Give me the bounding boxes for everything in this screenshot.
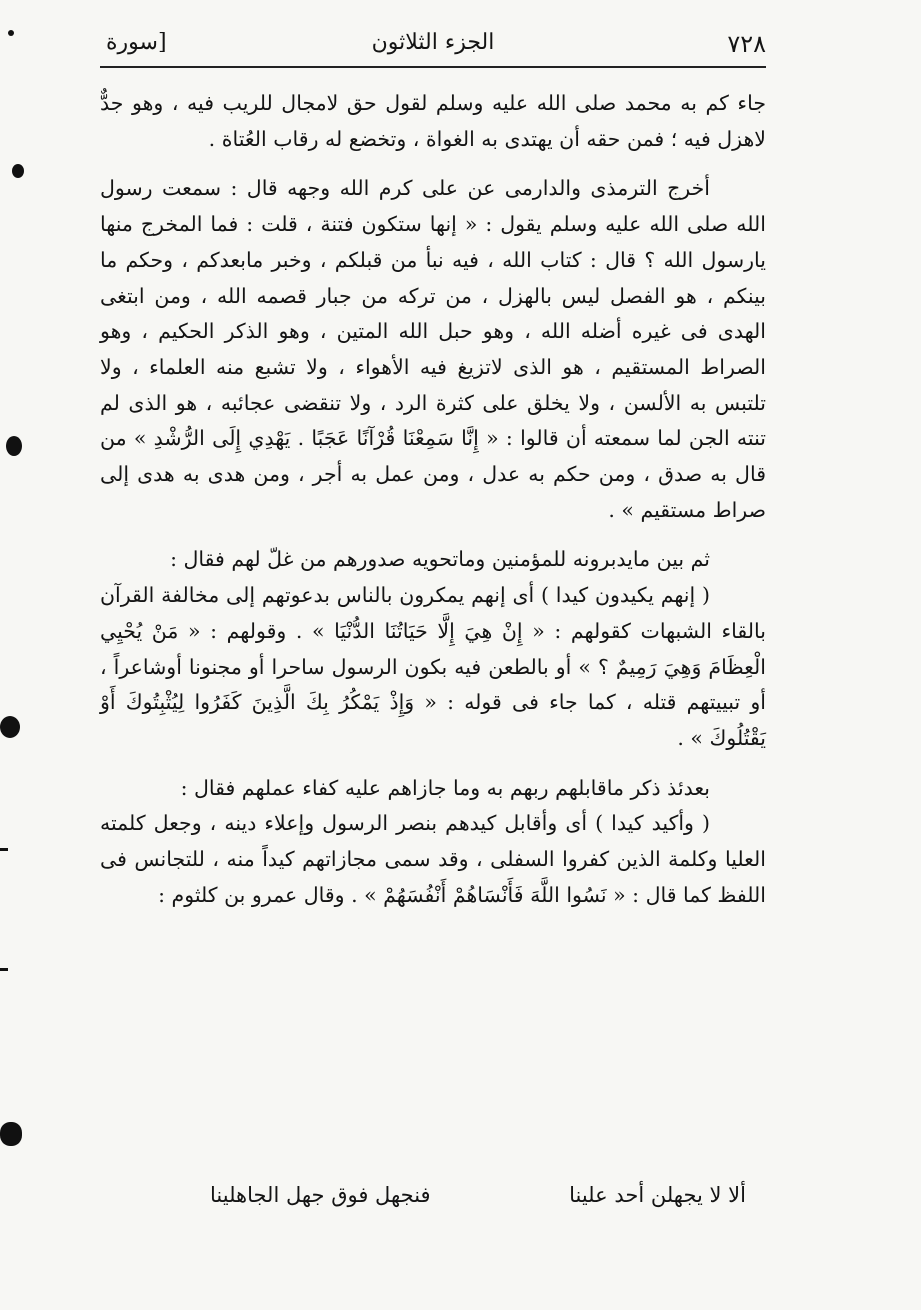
paragraph: جاء كم به محمد صلى الله عليه وسلم لقول حق لامجال للريب فيه ، وهو جدٌّ لاهزل فيه ؛ فمن حقه أن يهتدى به الغواة ، وتخضع له رقاب العُتاة . <box>100 91 766 151</box>
page-header <box>100 22 766 66</box>
header-rule <box>100 66 766 68</box>
scan-speck <box>12 164 24 178</box>
paragraph: ( إنهم يكيدون كيدا ) أى إنهم يمكرون بالناس بدعوتهم إلى مخالفة القرآن بالقاء الشبهات كقولهم : « إِنْ هِيَ إِلَّا حَيَاتُنَا الدُّنْيَا » . وقولهم : « مَنْ يُحْيِي الْعِظَامَ وَهِيَ رَمِيمٌ ؟ » أو بالطعن فيه بكون الرسول ساحرا أو مجنونا أوشاعراً ، أو تبييتهم قتله ، كما جاء فى قوله : « وَإِذْ يَمْكُرُ بِكَ الَّذِينَ كَفَرُوا لِيُثْبِتُوكَ أَوْ يَقْتُلُوكَ » . <box>100 583 766 750</box>
scan-speck <box>0 716 20 738</box>
paragraph: بعدئذ ذكر ماقابلهم ربهم به وما جازاهم عليه كفاء عملهم فقال : <box>180 775 710 800</box>
paragraph: أخرج الترمذى والدارمى عن على كرم الله وجهه قال : سمعت رسول الله صلى الله عليه وسلم يقول : « إنها ستكون فتنة ، قلت : فما المخرج منها يارسول الله ؟ قال : كتاب الله ، فيه نبأ من قبلكم ، وخبر مابعدكم ، وحكم ما بينكم ، هو الفصل ليس بالهزل ، من تركه من جبار قصمه الله ، ومن ابتغى الهدى فى غيره أضله الله ، وهو حبل الله المتين ، وهو الذكر الحكيم ، وهو الصراط المستقيم ، هو الذى لاتزيغ فيه الأهواء ، ولا تشبع منه العلماء ، ولا تلتبس به الألسن ، ولا يخلق على كثرة الرد ، ولا تنقضى عجائبه ، هو الذى لم تنته الجن لما سمعته أن قالوا : « إِنَّا سَمِعْنَا قُرْآنًا عَجَبًا . يَهْدِي إِلَى الرُّشْدِ » من قال به صدق ، ومن حكم به عدل ، ومن عمل به أجر ، ومن هدى به هدى إلى صراط مستقيم » . <box>100 176 766 522</box>
paragraph: ثم بين مايدبرونه للمؤمنين وماتحويه صدورهم من غلّ لهم فقال : <box>170 547 710 572</box>
body-text <box>100 86 766 913</box>
part-title: الجزء الثلاثون <box>371 30 495 55</box>
surah-label: [سورة <box>106 30 167 55</box>
scan-speck <box>8 30 14 36</box>
scan-speck <box>6 436 22 456</box>
poem-hemistich-left: فنجهل فوق جهل الجاهلينا <box>210 1183 431 1207</box>
page-number: ٧٢٨ <box>727 30 766 58</box>
poem-hemistich-right: ألا لا يجهلن أحد علينا <box>569 1183 746 1207</box>
poem-verse <box>210 1183 746 1207</box>
paragraph: ( وأكيد كيدا ) أى وأقابل كيدهم بنصر الرسول وإعلاء دينه ، وجعل كلمته العليا وكلمة الذين كفروا السفلى ، وقد سمى مجازاتهم كيداً منه ، للتجانس فى اللفظ كما قال : « نَسُوا اللَّهَ فَأَنْسَاهُمْ أَنْفُسَهُمْ » . وقال عمرو بن كلثوم : <box>100 811 766 907</box>
scan-speck <box>0 848 8 851</box>
scan-speck <box>0 1122 22 1146</box>
scan-speck <box>0 968 8 971</box>
